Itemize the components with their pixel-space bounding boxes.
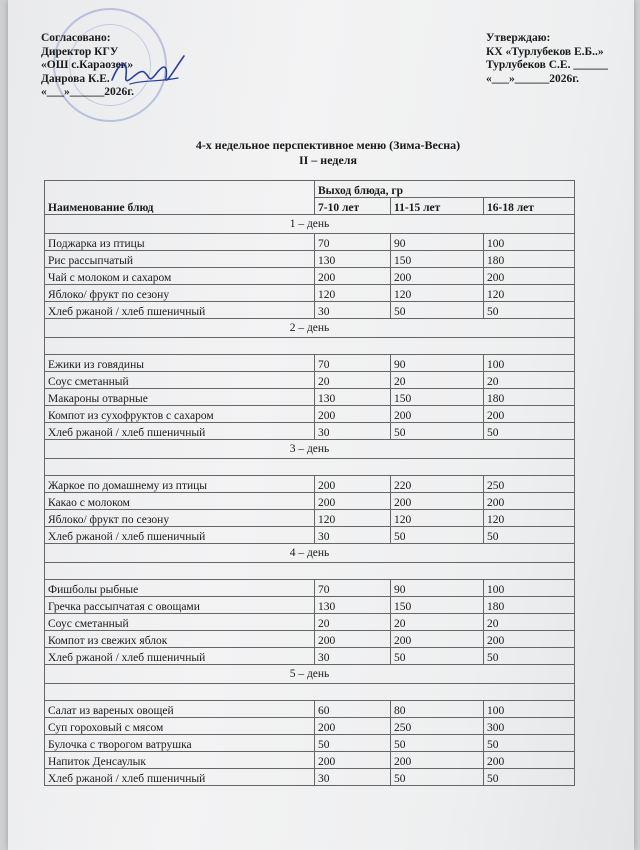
spacer-cell xyxy=(45,563,575,580)
portion-value: 50 xyxy=(484,648,575,665)
portion-value: 50 xyxy=(391,648,484,665)
column-header-age: 11-15 лет xyxy=(391,198,484,215)
spacer-cell xyxy=(45,338,575,355)
dish-name: Хлеб ржаной / хлеб пшеничный xyxy=(45,527,315,544)
approval-line: «___»______2026г. xyxy=(486,72,580,85)
portion-value: 120 xyxy=(391,285,484,302)
day-label: 2 – день xyxy=(45,319,575,338)
spacer-cell xyxy=(45,684,575,701)
week-label: II – неделя xyxy=(298,153,358,167)
title-line: 4-х недельное перспективное меню (Зима-Весна) xyxy=(195,138,461,152)
portion-value: 180 xyxy=(484,597,575,614)
portion-value: 200 xyxy=(484,268,575,285)
dish-name: Компот из сухофруктов с сахаром xyxy=(45,406,315,423)
menu-body xyxy=(45,215,575,786)
table-row xyxy=(45,268,575,285)
dish-name: Хлеб ржаной / хлеб пшеничный xyxy=(45,769,315,786)
portion-value: 90 xyxy=(391,234,484,251)
portion-value: 50 xyxy=(484,423,575,440)
portion-value: 200 xyxy=(484,752,575,769)
portion-value: 50 xyxy=(391,527,484,544)
portion-value: 20 xyxy=(391,372,484,389)
portion-value: 200 xyxy=(315,752,391,769)
dish-name: Соус сметанный xyxy=(45,372,315,389)
portion-value: 20 xyxy=(315,372,391,389)
portion-value: 200 xyxy=(315,493,391,510)
portion-value: 30 xyxy=(315,527,391,544)
day-label: 1 – день xyxy=(45,215,575,234)
table-row xyxy=(45,614,575,631)
portion-value: 100 xyxy=(484,701,575,718)
table-row xyxy=(45,476,575,493)
signature-icon xyxy=(108,50,188,95)
approval-line: Утверждаю: xyxy=(486,32,551,44)
spacer-row xyxy=(45,338,575,355)
portion-value: 200 xyxy=(484,493,575,510)
table-row xyxy=(45,372,575,389)
portion-value: 200 xyxy=(391,406,484,423)
portion-value: 200 xyxy=(391,493,484,510)
dish-name: Компот из свежих яблок xyxy=(45,631,315,648)
dish-name: Рис рассыпчатый xyxy=(45,251,315,268)
spacer-cell xyxy=(45,459,575,476)
spacer-row xyxy=(45,563,575,580)
table-row xyxy=(45,355,575,372)
portion-value: 300 xyxy=(484,718,575,735)
approval-line: КХ «Турлубеков Е.Б..» xyxy=(486,45,604,58)
table-row xyxy=(45,302,575,319)
portion-value: 70 xyxy=(315,355,391,372)
day-header-row xyxy=(45,440,575,459)
table-row xyxy=(45,648,575,665)
column-header-age: 16-18 лет xyxy=(484,198,575,215)
table-row xyxy=(45,234,575,251)
day-label: 5 – день xyxy=(45,665,575,684)
approval-line: Турлубеков С.Е. ______ xyxy=(486,59,608,71)
table-row xyxy=(45,701,575,718)
menu-table xyxy=(44,180,575,786)
portion-value: 20 xyxy=(484,372,575,389)
portion-value: 80 xyxy=(391,701,484,718)
table-row xyxy=(45,285,575,302)
portion-value: 120 xyxy=(315,285,391,302)
spacer-row xyxy=(45,684,575,701)
portion-value: 30 xyxy=(315,648,391,665)
portion-value: 250 xyxy=(484,476,575,493)
column-header-age: 7-10 лет xyxy=(315,198,391,215)
portion-value: 120 xyxy=(315,510,391,527)
approval-line: Согласовано: xyxy=(41,32,111,44)
portion-value: 200 xyxy=(315,268,391,285)
day-header-row xyxy=(45,665,575,684)
portion-value: 120 xyxy=(391,510,484,527)
table-row xyxy=(45,389,575,406)
dish-name: Чай с молоком и сахаром xyxy=(45,268,315,285)
portion-value: 30 xyxy=(315,769,391,786)
portion-value: 100 xyxy=(484,355,575,372)
portion-value: 130 xyxy=(315,251,391,268)
day-label: 4 – день xyxy=(45,544,575,563)
portion-value: 50 xyxy=(484,527,575,544)
dish-name: Хлеб ржаной / хлеб пшеничный xyxy=(45,648,315,665)
spacer-row xyxy=(45,459,575,476)
column-header-yield: Выход блюда, гр xyxy=(315,181,575,198)
portion-value: 180 xyxy=(484,389,575,406)
portion-value: 70 xyxy=(315,580,391,597)
dish-name: Соус сметанный xyxy=(45,614,315,631)
table-row xyxy=(45,597,575,614)
document-sheet xyxy=(8,0,634,850)
table-row xyxy=(45,527,575,544)
portion-value: 90 xyxy=(391,355,484,372)
portion-value: 120 xyxy=(484,285,575,302)
table-row xyxy=(45,769,575,786)
portion-value: 200 xyxy=(315,406,391,423)
approval-line: Директор КГУ xyxy=(41,45,119,58)
dish-name: Напиток Денсаулык xyxy=(45,752,315,769)
portion-value: 20 xyxy=(315,614,391,631)
dish-name: Суп гороховый с мясом xyxy=(45,718,315,735)
approval-line: Данрова К.Е. xyxy=(41,72,110,85)
dish-name: Жаркое по домашнему из птицы xyxy=(45,476,315,493)
portion-value: 200 xyxy=(391,631,484,648)
portion-value: 30 xyxy=(315,302,391,319)
approval-line: «___»______2026г. xyxy=(41,86,135,98)
table-row xyxy=(45,631,575,648)
table-row xyxy=(45,580,575,597)
portion-value: 180 xyxy=(484,251,575,268)
portion-value: 50 xyxy=(484,302,575,319)
dish-name: Макароны отварные xyxy=(45,389,315,406)
day-label: 3 – день xyxy=(45,440,575,459)
portion-value: 50 xyxy=(391,735,484,752)
portion-value: 150 xyxy=(391,389,484,406)
table-row xyxy=(45,510,575,527)
approval-line: «ОШ с.Караозек» xyxy=(41,59,134,71)
day-header-row xyxy=(45,544,575,563)
portion-value: 60 xyxy=(315,701,391,718)
portion-value: 250 xyxy=(391,718,484,735)
dish-name: Яблоко/ фрукт по сезону xyxy=(45,510,315,527)
portion-value: 200 xyxy=(315,476,391,493)
portion-value: 50 xyxy=(391,302,484,319)
dish-name: Какао с молоком xyxy=(45,493,315,510)
portion-value: 50 xyxy=(391,769,484,786)
table-row xyxy=(45,493,575,510)
portion-value: 70 xyxy=(315,234,391,251)
day-header-row xyxy=(45,215,575,234)
portion-value: 200 xyxy=(391,752,484,769)
portion-value: 50 xyxy=(484,735,575,752)
portion-value: 100 xyxy=(484,234,575,251)
dish-name: Поджарка из птицы xyxy=(45,234,315,251)
portion-value: 200 xyxy=(315,631,391,648)
portion-value: 20 xyxy=(484,614,575,631)
table-row xyxy=(45,251,575,268)
portion-value: 200 xyxy=(484,631,575,648)
portion-value: 150 xyxy=(391,251,484,268)
portion-value: 220 xyxy=(391,476,484,493)
portion-value: 50 xyxy=(315,735,391,752)
table-row xyxy=(45,423,575,440)
portion-value: 150 xyxy=(391,597,484,614)
portion-value: 90 xyxy=(391,580,484,597)
dish-name: Салат из вареных овощей xyxy=(45,701,315,718)
dish-name: Булочка с творогом ватрушка xyxy=(45,735,315,752)
portion-value: 120 xyxy=(484,510,575,527)
portion-value: 200 xyxy=(315,718,391,735)
portion-value: 130 xyxy=(315,389,391,406)
portion-value: 50 xyxy=(484,769,575,786)
dish-name: Хлеб ржаной / хлеб пшеничный xyxy=(45,423,315,440)
portion-value: 20 xyxy=(391,614,484,631)
portion-value: 50 xyxy=(391,423,484,440)
dish-name: Хлеб ржаной / хлеб пшеничный xyxy=(45,302,315,319)
dish-name: Гречка рассыпчатая с овощами xyxy=(45,597,315,614)
approval-block-right xyxy=(486,32,608,86)
dish-name: Фишболы рыбные xyxy=(45,580,315,597)
portion-value: 130 xyxy=(315,597,391,614)
column-header-dish: Наименование блюд xyxy=(45,181,315,215)
table-row xyxy=(45,735,575,752)
dish-name: Ежики из говядины xyxy=(45,355,315,372)
table-row xyxy=(45,752,575,769)
dish-name: Яблоко/ фрукт по сезону xyxy=(45,285,315,302)
document-title xyxy=(8,138,640,168)
table-row xyxy=(45,406,575,423)
portion-value: 100 xyxy=(484,580,575,597)
portion-value: 200 xyxy=(484,406,575,423)
table-row xyxy=(45,718,575,735)
portion-value: 30 xyxy=(315,423,391,440)
portion-value: 200 xyxy=(391,268,484,285)
day-header-row xyxy=(45,319,575,338)
